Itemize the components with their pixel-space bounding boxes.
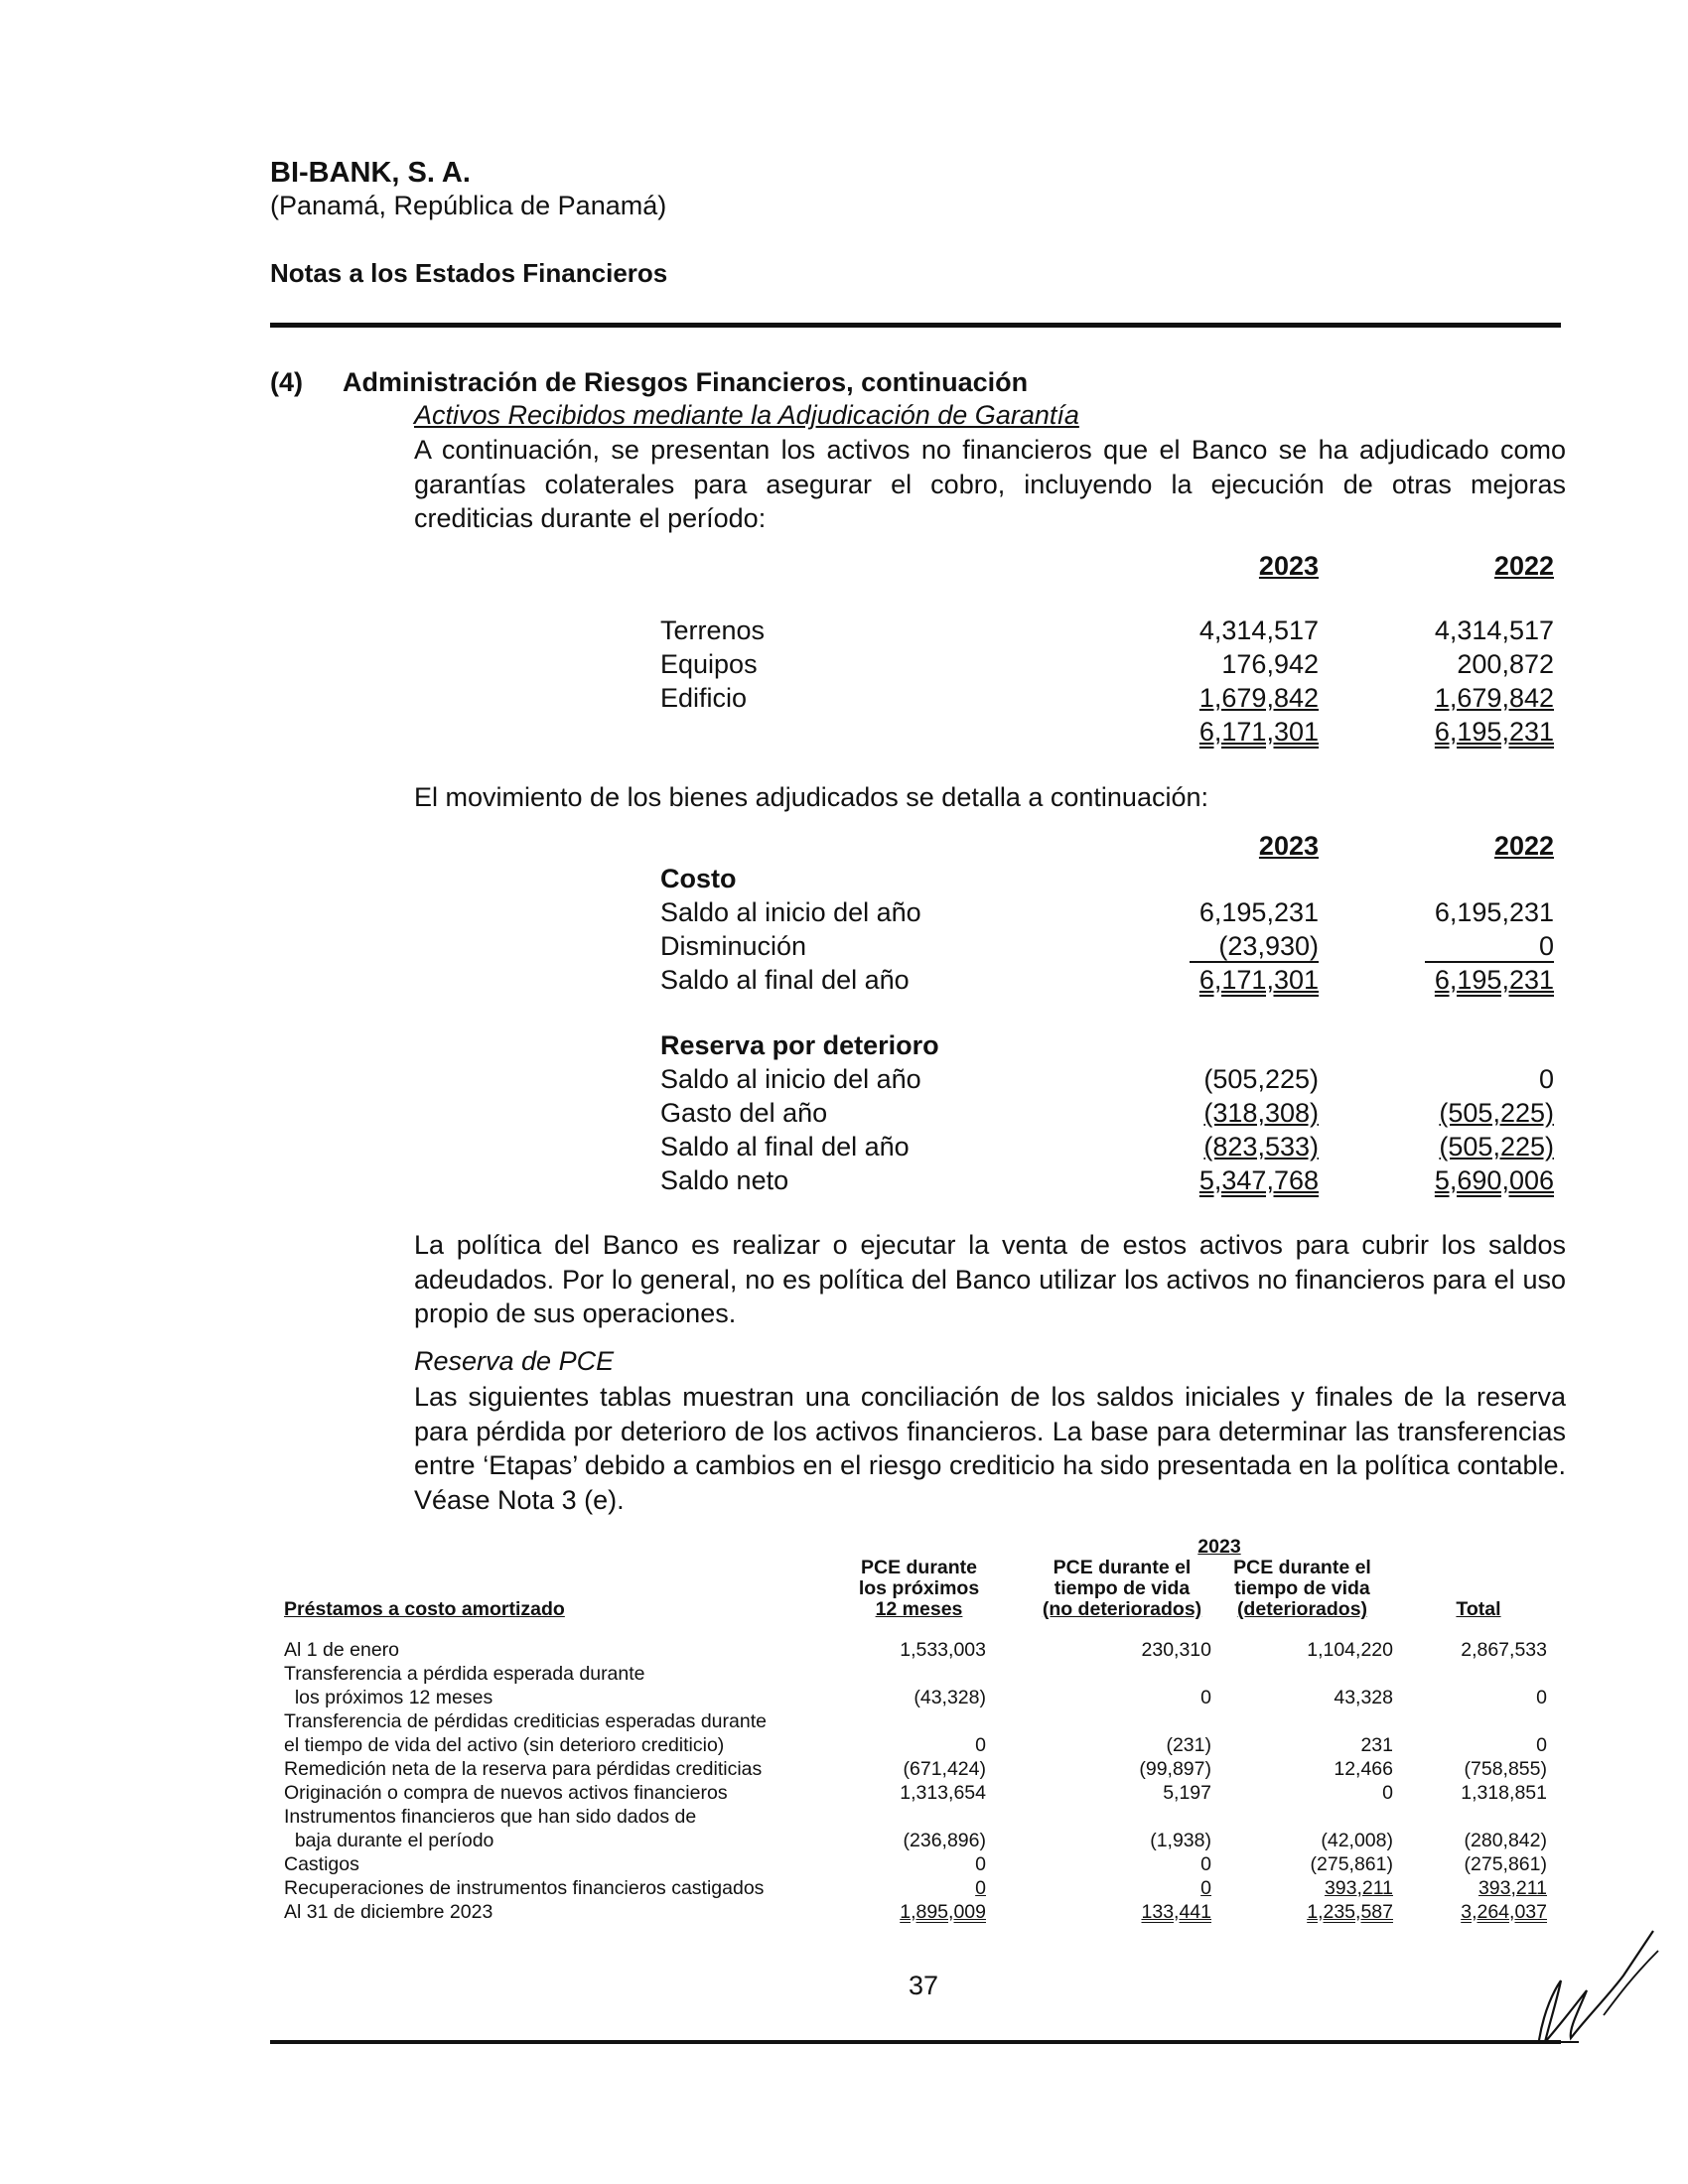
asset-row-label: Edificio [660, 683, 748, 713]
costo-row-2023-value: (23,930) [1190, 932, 1319, 963]
reserva-row-2023: 5,347,768 [1198, 1165, 1319, 1195]
costo-row-2023 [1140, 929, 1319, 963]
document-title: Notas a los Estados Financieros [270, 258, 668, 288]
adjudicados-intro: A continuación, se presentan los activos no financieros que el Banco se ha adjudicado como garantías colaterales para asegurar el cobro, incluyendo la ejecución de otras mejoras crediticias durante el período: [414, 435, 1566, 533]
asset-row-2022: 1,679,842 [1434, 683, 1554, 713]
pce-row-value: 393,211 [1324, 1877, 1393, 1899]
signature-initials-icon [1509, 1921, 1668, 2050]
reserva-row-label: Saldo neto [660, 1165, 789, 1195]
asset-row-2022: 200,872 [1457, 649, 1554, 679]
asset-total-2022: 6,195,231 [1434, 717, 1554, 747]
pce-row-value: 0 [1200, 1687, 1211, 1708]
company-location: (Panamá, República de Panamá) [270, 191, 667, 220]
costo-heading: Costo [660, 864, 737, 893]
pce-row-value: 0 [975, 1853, 986, 1875]
asset-total-2023: 6,171,301 [1198, 717, 1319, 747]
pce-row-label: Transferencia a pérdida esperada durante [284, 1663, 645, 1685]
year-header-2022: 2022 [1493, 551, 1554, 581]
pce-row-label: baja durante el período [284, 1830, 494, 1851]
pce-col1-line: 12 meses [875, 1598, 963, 1620]
reserva-row-2022: 0 [1538, 1064, 1554, 1094]
pce-row-label: Transferencia de pérdidas crediticias esperadas durante [284, 1710, 767, 1732]
pce-col2-line: (no deteriorados) [1042, 1598, 1202, 1620]
section-title: Administración de Riesgos Financieros, continuación [343, 367, 1029, 397]
pce-intro: Las siguientes tablas muestran una conciliación de los saldos iniciales y finales de la reserva para pérdida por deterioro de los activos financieros. La base para determinar las transferencias entre ‘Etapas’ debido a cambios en el riesgo crediticio ha sido presentada en la política contable. Véase Nota 3 (e). [414, 1382, 1566, 1515]
pce-col1-line: PCE durante [860, 1557, 978, 1578]
pce-table-title: Préstamos a costo amortizado [284, 1598, 565, 1620]
pce-row-value: 1,533,003 [900, 1639, 986, 1661]
reserva-row-label: Saldo al final del año [660, 1132, 910, 1161]
costo-row-label: Saldo al inicio del año [660, 897, 921, 927]
year-header-2023: 2023 [1258, 551, 1319, 581]
asset-row-2022: 4,314,517 [1434, 615, 1554, 645]
pce-row-value: (43,328) [914, 1687, 986, 1708]
pce-col3-header [1211, 1558, 1393, 1620]
reserva-row-2023: (823,533) [1203, 1132, 1319, 1161]
costo-row-2023: 6,171,301 [1198, 965, 1319, 995]
pce-col3-line: PCE durante el [1233, 1557, 1371, 1578]
pce-row-label: Recuperaciones de instrumentos financieros castigados [284, 1877, 765, 1899]
pce-col2-line: tiempo de vida [1054, 1577, 1191, 1599]
asset-row-label: Terrenos [660, 615, 766, 645]
pce-row-value: (236,896) [903, 1830, 986, 1851]
pce-row-value: 12,466 [1334, 1758, 1393, 1780]
pce-row-label: Castigos [284, 1853, 359, 1875]
pce-col2-line: PCE durante el [1053, 1557, 1192, 1578]
pce-row-value: 43,328 [1334, 1687, 1393, 1708]
pce-row-value: (275,861) [1310, 1853, 1393, 1875]
pce-row-value: 1,235,587 [1307, 1901, 1393, 1923]
pce-row-value: 0 [1536, 1734, 1547, 1756]
pce-row-value: 1,313,654 [900, 1782, 986, 1804]
pce-row-value: (671,424) [903, 1758, 986, 1780]
footer-divider [270, 2040, 1561, 2044]
pce-row-label: el tiempo de vida del activo (sin deterioro crediticio) [284, 1734, 725, 1756]
costo-row-2022 [1380, 929, 1554, 963]
section-number: (4) [270, 367, 303, 397]
costo-row-2022-value: 0 [1425, 932, 1554, 963]
pce-row-label: Al 1 de enero [284, 1639, 400, 1661]
pce-row-value: (99,897) [1139, 1758, 1211, 1780]
pce-row-value: (280,842) [1464, 1830, 1547, 1851]
politica-paragraph: La política del Banco es realizar o ejecutar la venta de estos activos para cubrir los saldos adeudados. Por lo general, no es política del Banco utilizar los activos no financieros para el uso propio de sus operaciones. [414, 1230, 1566, 1328]
pce-row-value: 133,441 [1141, 1901, 1211, 1923]
pce-row-value: 0 [975, 1734, 986, 1756]
pce-row-label: los próximos 12 meses [284, 1687, 493, 1708]
pce-col2-header [1033, 1558, 1211, 1620]
costo-row-2022: 6,195,231 [1434, 897, 1554, 927]
costo-row-2022: 6,195,231 [1434, 965, 1554, 995]
company-name: BI-BANK, S. A. [270, 157, 471, 189]
reserva-row-label: Gasto del año [660, 1098, 828, 1128]
pce-row-value: 0 [1536, 1687, 1547, 1708]
asset-row-label: Equipos [660, 649, 758, 679]
pce-row-value: (231) [1166, 1734, 1211, 1756]
pce-row-label: Remedición neta de la reserva para pérdidas crediticias [284, 1758, 763, 1780]
costo-row-label: Saldo al final del año [660, 965, 910, 995]
pce-row-value: 2,867,533 [1461, 1639, 1547, 1661]
asset-row-2023: 176,942 [1221, 649, 1319, 679]
header-divider [270, 323, 1561, 328]
pce-row-value: 0 [975, 1877, 986, 1899]
pce-row-value: 3,264,037 [1461, 1901, 1547, 1923]
reserva-row-2023: (318,308) [1203, 1098, 1319, 1128]
pce-col3-line: (deteriorados) [1236, 1598, 1368, 1620]
pce-col4-header: Total [1456, 1598, 1501, 1620]
pce-row-value: (42,008) [1321, 1830, 1393, 1851]
reserva-heading: Reserva por deterioro [660, 1030, 939, 1060]
reserva-row-label: Saldo al inicio del año [660, 1064, 921, 1094]
pce-row-value: 230,310 [1141, 1639, 1211, 1661]
costo-row-label: Disminución [660, 931, 807, 961]
pce-row-value: 1,895,009 [900, 1901, 986, 1923]
asset-row-2023: 1,679,842 [1198, 683, 1319, 713]
reserva-row-2022: (505,225) [1439, 1132, 1554, 1161]
pce-row-value: 5,197 [1163, 1782, 1211, 1804]
pce-year-header: 2023 [1197, 1536, 1241, 1558]
asset-row-2023: 4,314,517 [1198, 615, 1319, 645]
pce-row-value: 231 [1360, 1734, 1393, 1756]
year-header-2022: 2022 [1493, 831, 1554, 861]
pce-col1-line: los próximos [858, 1577, 980, 1599]
pce-row-value: (758,855) [1464, 1758, 1547, 1780]
pce-row-label: Originación o compra de nuevos activos financieros [284, 1782, 728, 1804]
reserva-row-2023: (505,225) [1203, 1064, 1319, 1094]
adjudicados-subtitle: Activos Recibidos mediante la Adjudicación de Garantía [414, 400, 1079, 430]
costo-row-2023: 6,195,231 [1198, 897, 1319, 927]
page-number: 37 [908, 1971, 939, 2000]
pce-subtitle: Reserva de PCE [414, 1346, 615, 1376]
pce-row-value: 0 [1382, 1782, 1393, 1804]
pce-row-value: 1,318,851 [1461, 1782, 1547, 1804]
pce-row-label: Al 31 de diciembre 2023 [284, 1901, 493, 1923]
pce-col3-line: tiempo de vida [1234, 1577, 1370, 1599]
reserva-row-2022: 5,690,006 [1434, 1165, 1554, 1195]
pce-row-value: 1,104,220 [1307, 1639, 1393, 1661]
movimiento-intro: El movimiento de los bienes adjudicados se detalla a continuación: [414, 782, 1208, 812]
pce-row-value: 0 [1200, 1877, 1211, 1899]
pce-row-value: 393,211 [1477, 1877, 1547, 1899]
pce-row-value: (1,938) [1150, 1830, 1211, 1851]
pce-col1-header [852, 1558, 986, 1620]
pce-row-value: 0 [1200, 1853, 1211, 1875]
year-header-2023: 2023 [1258, 831, 1319, 861]
pce-row-label: Instrumentos financieros que han sido dados de [284, 1806, 697, 1828]
pce-row-value: (275,861) [1464, 1853, 1547, 1875]
reserva-row-2022: (505,225) [1439, 1098, 1554, 1128]
